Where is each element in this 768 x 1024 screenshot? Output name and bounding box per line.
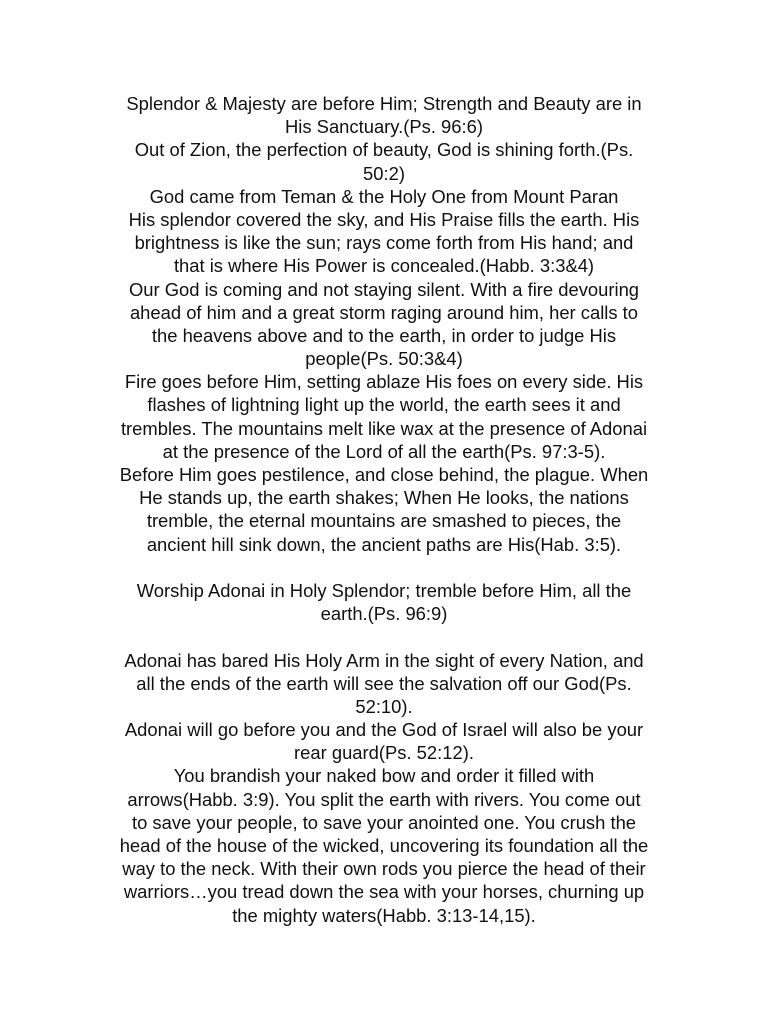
text-line: earth.(Ps. 96:9)	[320, 603, 448, 625]
text-line: the mighty waters(Habb. 3:13-14,15).	[232, 904, 536, 926]
text-line: ahead of him and a great storm raging around him, her calls to	[129, 301, 639, 323]
text-line: ancient hill sink down, the ancient paths are His(Hab. 3:5).	[146, 533, 622, 555]
text-line: rear guard(Ps. 52:12).	[294, 742, 474, 764]
text-line: Worship Adonai in Holy Splendor; tremble before Him, all the	[136, 579, 632, 601]
text-line: 52:10).	[355, 695, 413, 717]
text-line: people(Ps. 50:3&4)	[305, 348, 463, 370]
text-line: His Sanctuary.(Ps. 96:6)	[285, 116, 483, 138]
text-line: Adonai has bared His Holy Arm in the sight of every Nation, and	[124, 649, 644, 671]
text-line: that is where His Power is concealed.(Habb. 3:3&4)	[173, 255, 595, 277]
text-line: head of the house of the wicked, uncovering its foundation all the	[119, 835, 649, 856]
scripture-text	[84, 92, 684, 927]
text-line: arrows(Habb. 3:9). You split the earth with rivers. You come out	[127, 788, 641, 810]
text-line: Adonai will go before you and the God of Israel will also be your	[124, 719, 644, 741]
text-line: Before Him goes pestilence, and close behind, the plague. When	[119, 464, 649, 485]
text-line: tremble, the eternal mountains are smashed to pieces, the	[146, 510, 622, 532]
text-line: Fire goes before Him, setting ablaze His foes on every side. His	[124, 371, 644, 393]
text-line: 50:2)	[363, 162, 405, 184]
text-line: Out of Zion, the perfection of beauty, God is shining forth.(Ps.	[134, 139, 634, 161]
text-line: God came from Teman & the Holy One from Mount Paran	[149, 185, 619, 207]
text-line: at the presence of the Lord of all the earth(Ps. 97:3-5).	[162, 440, 606, 462]
text-line: Our God is coming and not staying silent. With a fire devouring	[128, 278, 640, 300]
text-line: flashes of lightning light up the world, the earth sees it and	[147, 394, 621, 416]
text-line: warriors…you tread down the sea with your horses, churning up	[123, 881, 645, 903]
text-line: His splendor covered the sky, and His Praise fills the earth. His	[128, 208, 640, 230]
blank-line	[84, 556, 684, 579]
text-line: way to the neck. With their own rods you pierce the head of their	[122, 858, 646, 880]
blank-line	[84, 625, 684, 648]
text-line: all the ends of the earth will see the salvation off our God(Ps.	[136, 672, 632, 694]
text-line: to save your people, to save your anointed one. You crush the	[131, 811, 637, 833]
text-line: brightness is like the sun; rays come forth from His hand; and	[134, 232, 634, 254]
text-line: the heavens above and to the earth, in order to judge His	[151, 324, 617, 346]
text-line: You brandish your naked bow and order it filled with	[173, 765, 595, 787]
text-line: He stands up, the earth shakes; When He looks, the nations	[139, 487, 629, 509]
text-line: trembles. The mountains melt like wax at the presence of Adonai	[120, 417, 648, 439]
text-line: Splendor & Majesty are before Him; Strength and Beauty are in	[126, 93, 642, 114]
